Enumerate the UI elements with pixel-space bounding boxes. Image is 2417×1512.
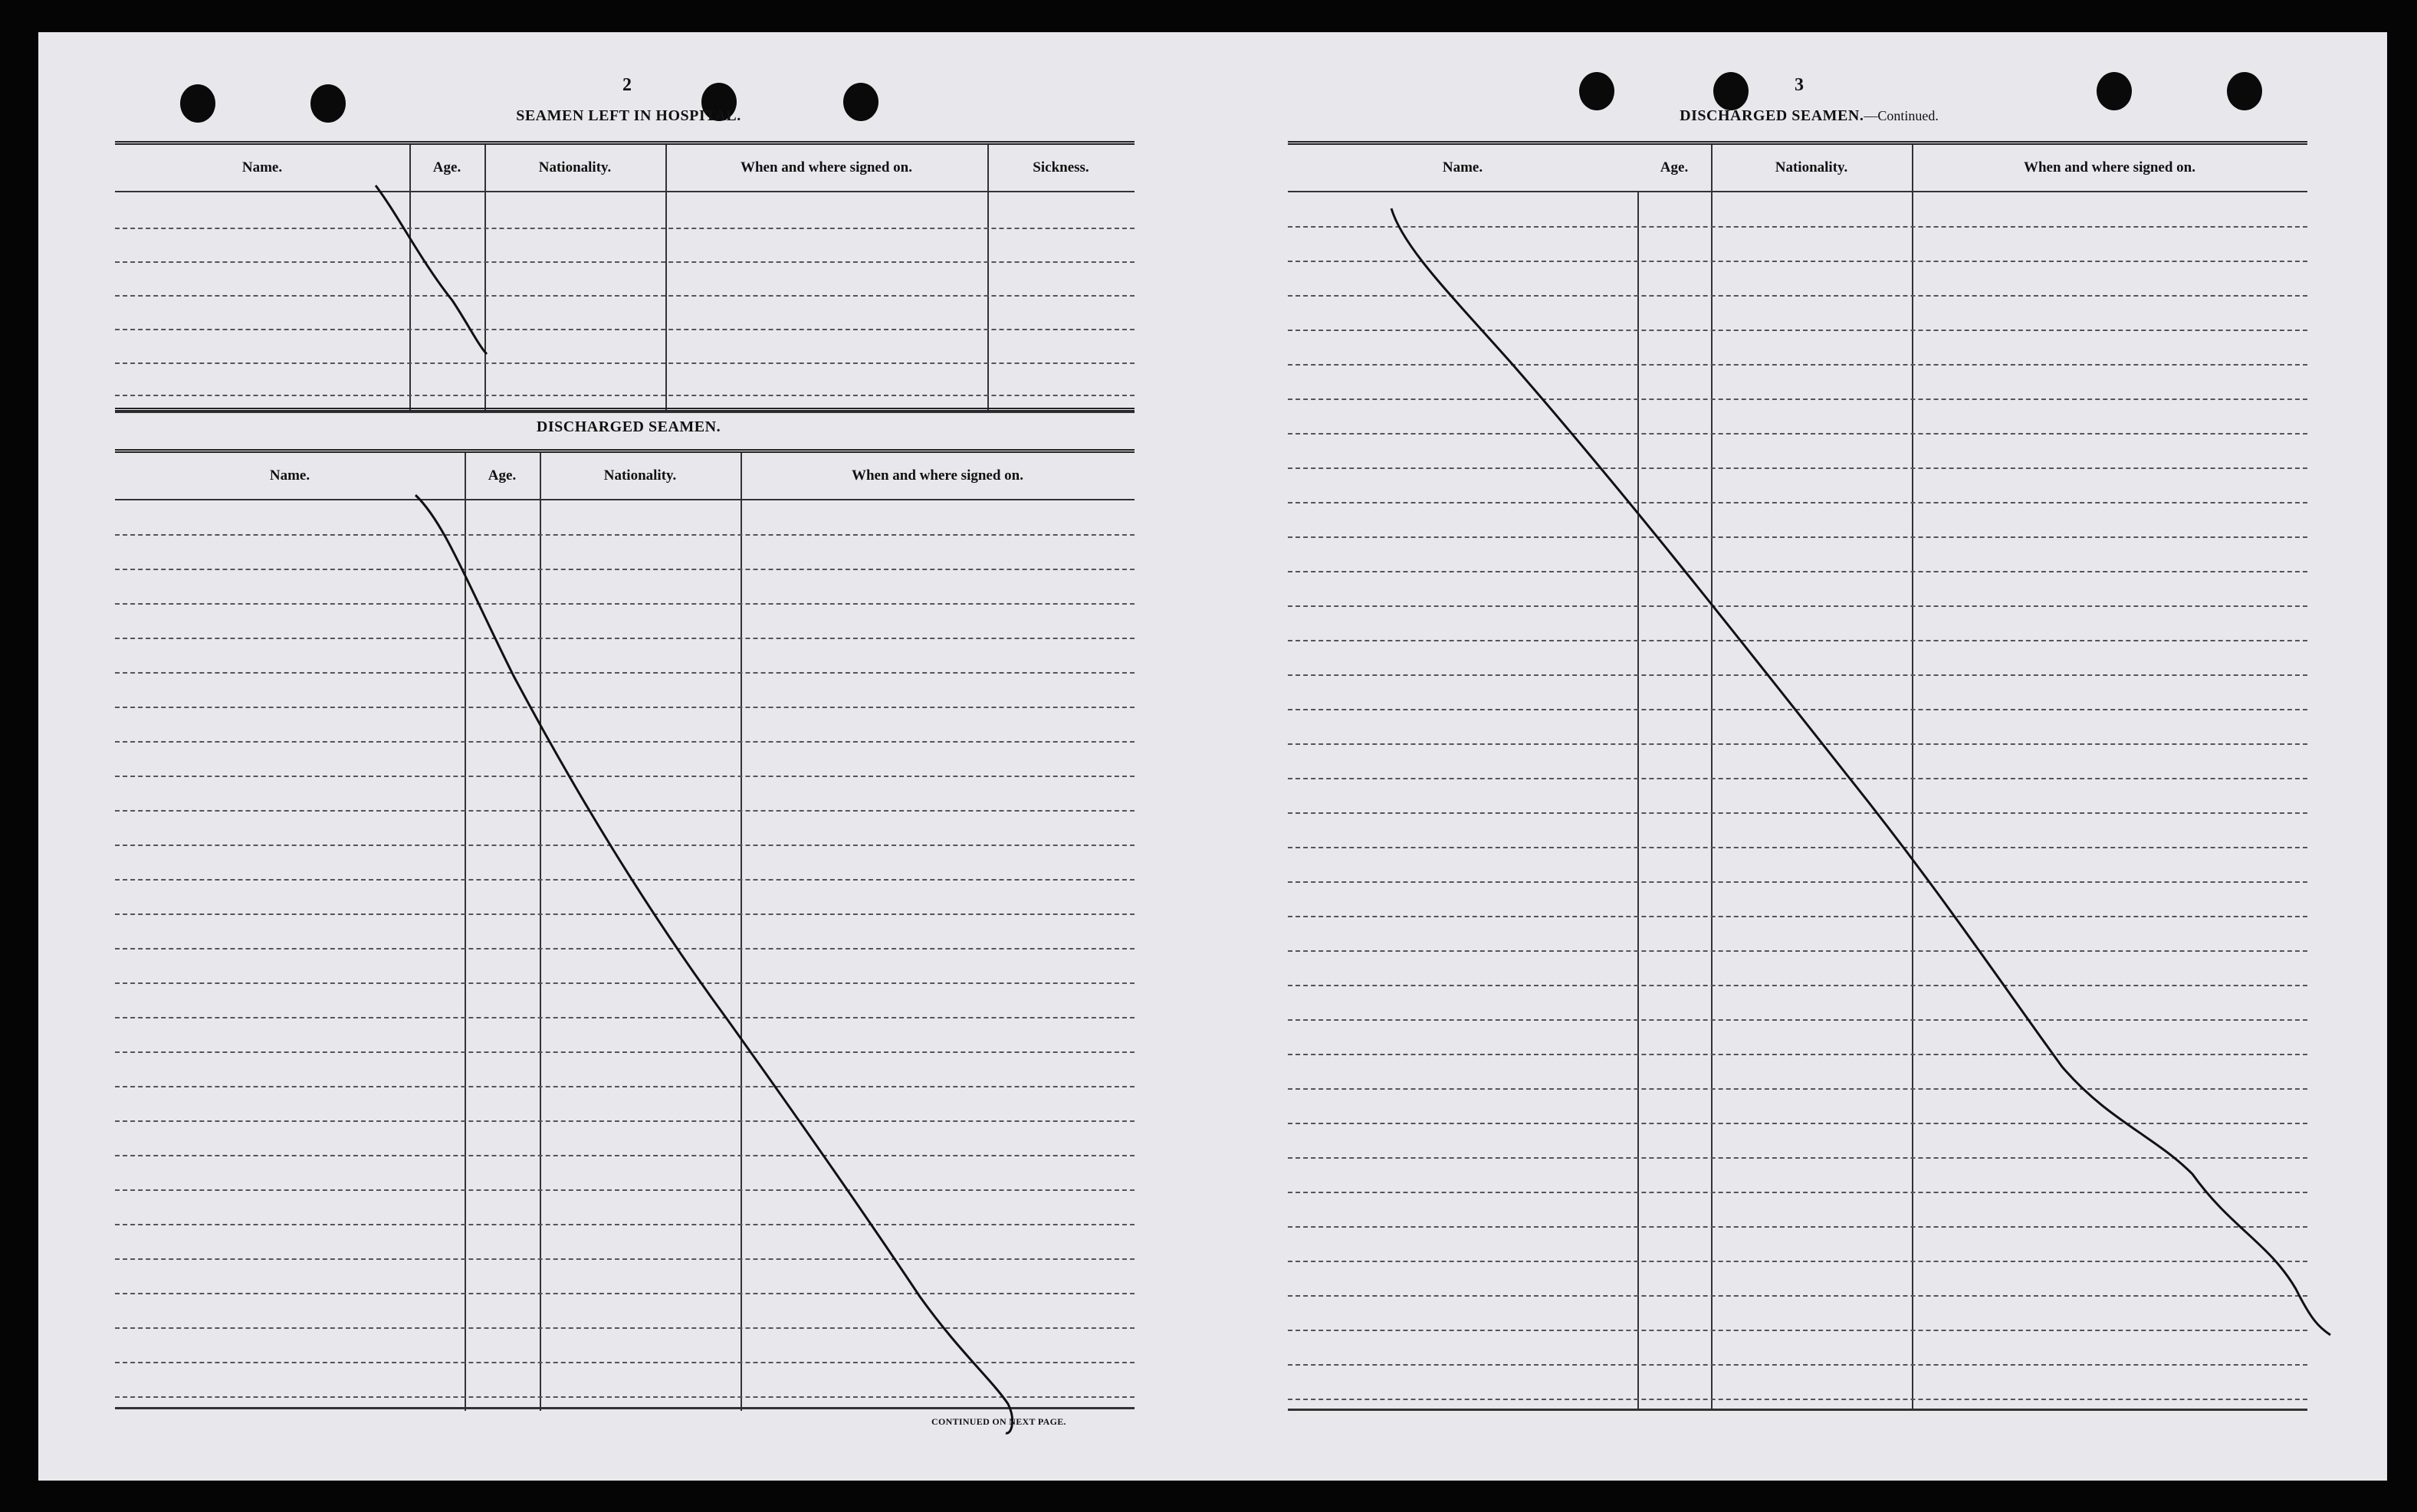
section-title-text: DISCHARGED SEAMEN. xyxy=(1680,107,1864,124)
col-signed-on: When and where signed on. xyxy=(851,467,1023,484)
col-sickness: Sickness. xyxy=(1033,159,1089,175)
col-nationality: Nationality. xyxy=(1775,159,1848,175)
page-number: 2 xyxy=(622,75,632,95)
cancel-stroke-continued xyxy=(1391,208,2330,1335)
document-sheet xyxy=(38,32,2387,1481)
continued-note: CONTINUED ON NEXT PAGE. xyxy=(931,1416,1066,1427)
page-number: 3 xyxy=(1795,75,1804,95)
col-age: Age. xyxy=(488,467,517,484)
discharged-section-title: DISCHARGED SEAMEN. xyxy=(536,418,721,435)
col-signed-on: When and where signed on. xyxy=(2023,159,2195,175)
cancellation-strokes xyxy=(38,32,2387,1481)
col-nationality: Nationality. xyxy=(538,159,612,175)
section-title-suffix: —Continued. xyxy=(1864,108,1939,123)
col-age: Age. xyxy=(1660,159,1689,175)
col-signed-on: When and where signed on. xyxy=(740,159,912,175)
cancel-stroke-hospital xyxy=(376,185,487,354)
col-name: Name. xyxy=(241,159,283,175)
cancel-stroke-discharged xyxy=(415,495,1013,1433)
col-nationality: Nationality. xyxy=(603,467,677,484)
col-age: Age. xyxy=(432,159,461,175)
col-name: Name. xyxy=(1442,159,1483,175)
col-name: Name. xyxy=(269,467,310,484)
hospital-section-title: SEAMEN LEFT IN HOSPITAL. xyxy=(516,107,741,124)
